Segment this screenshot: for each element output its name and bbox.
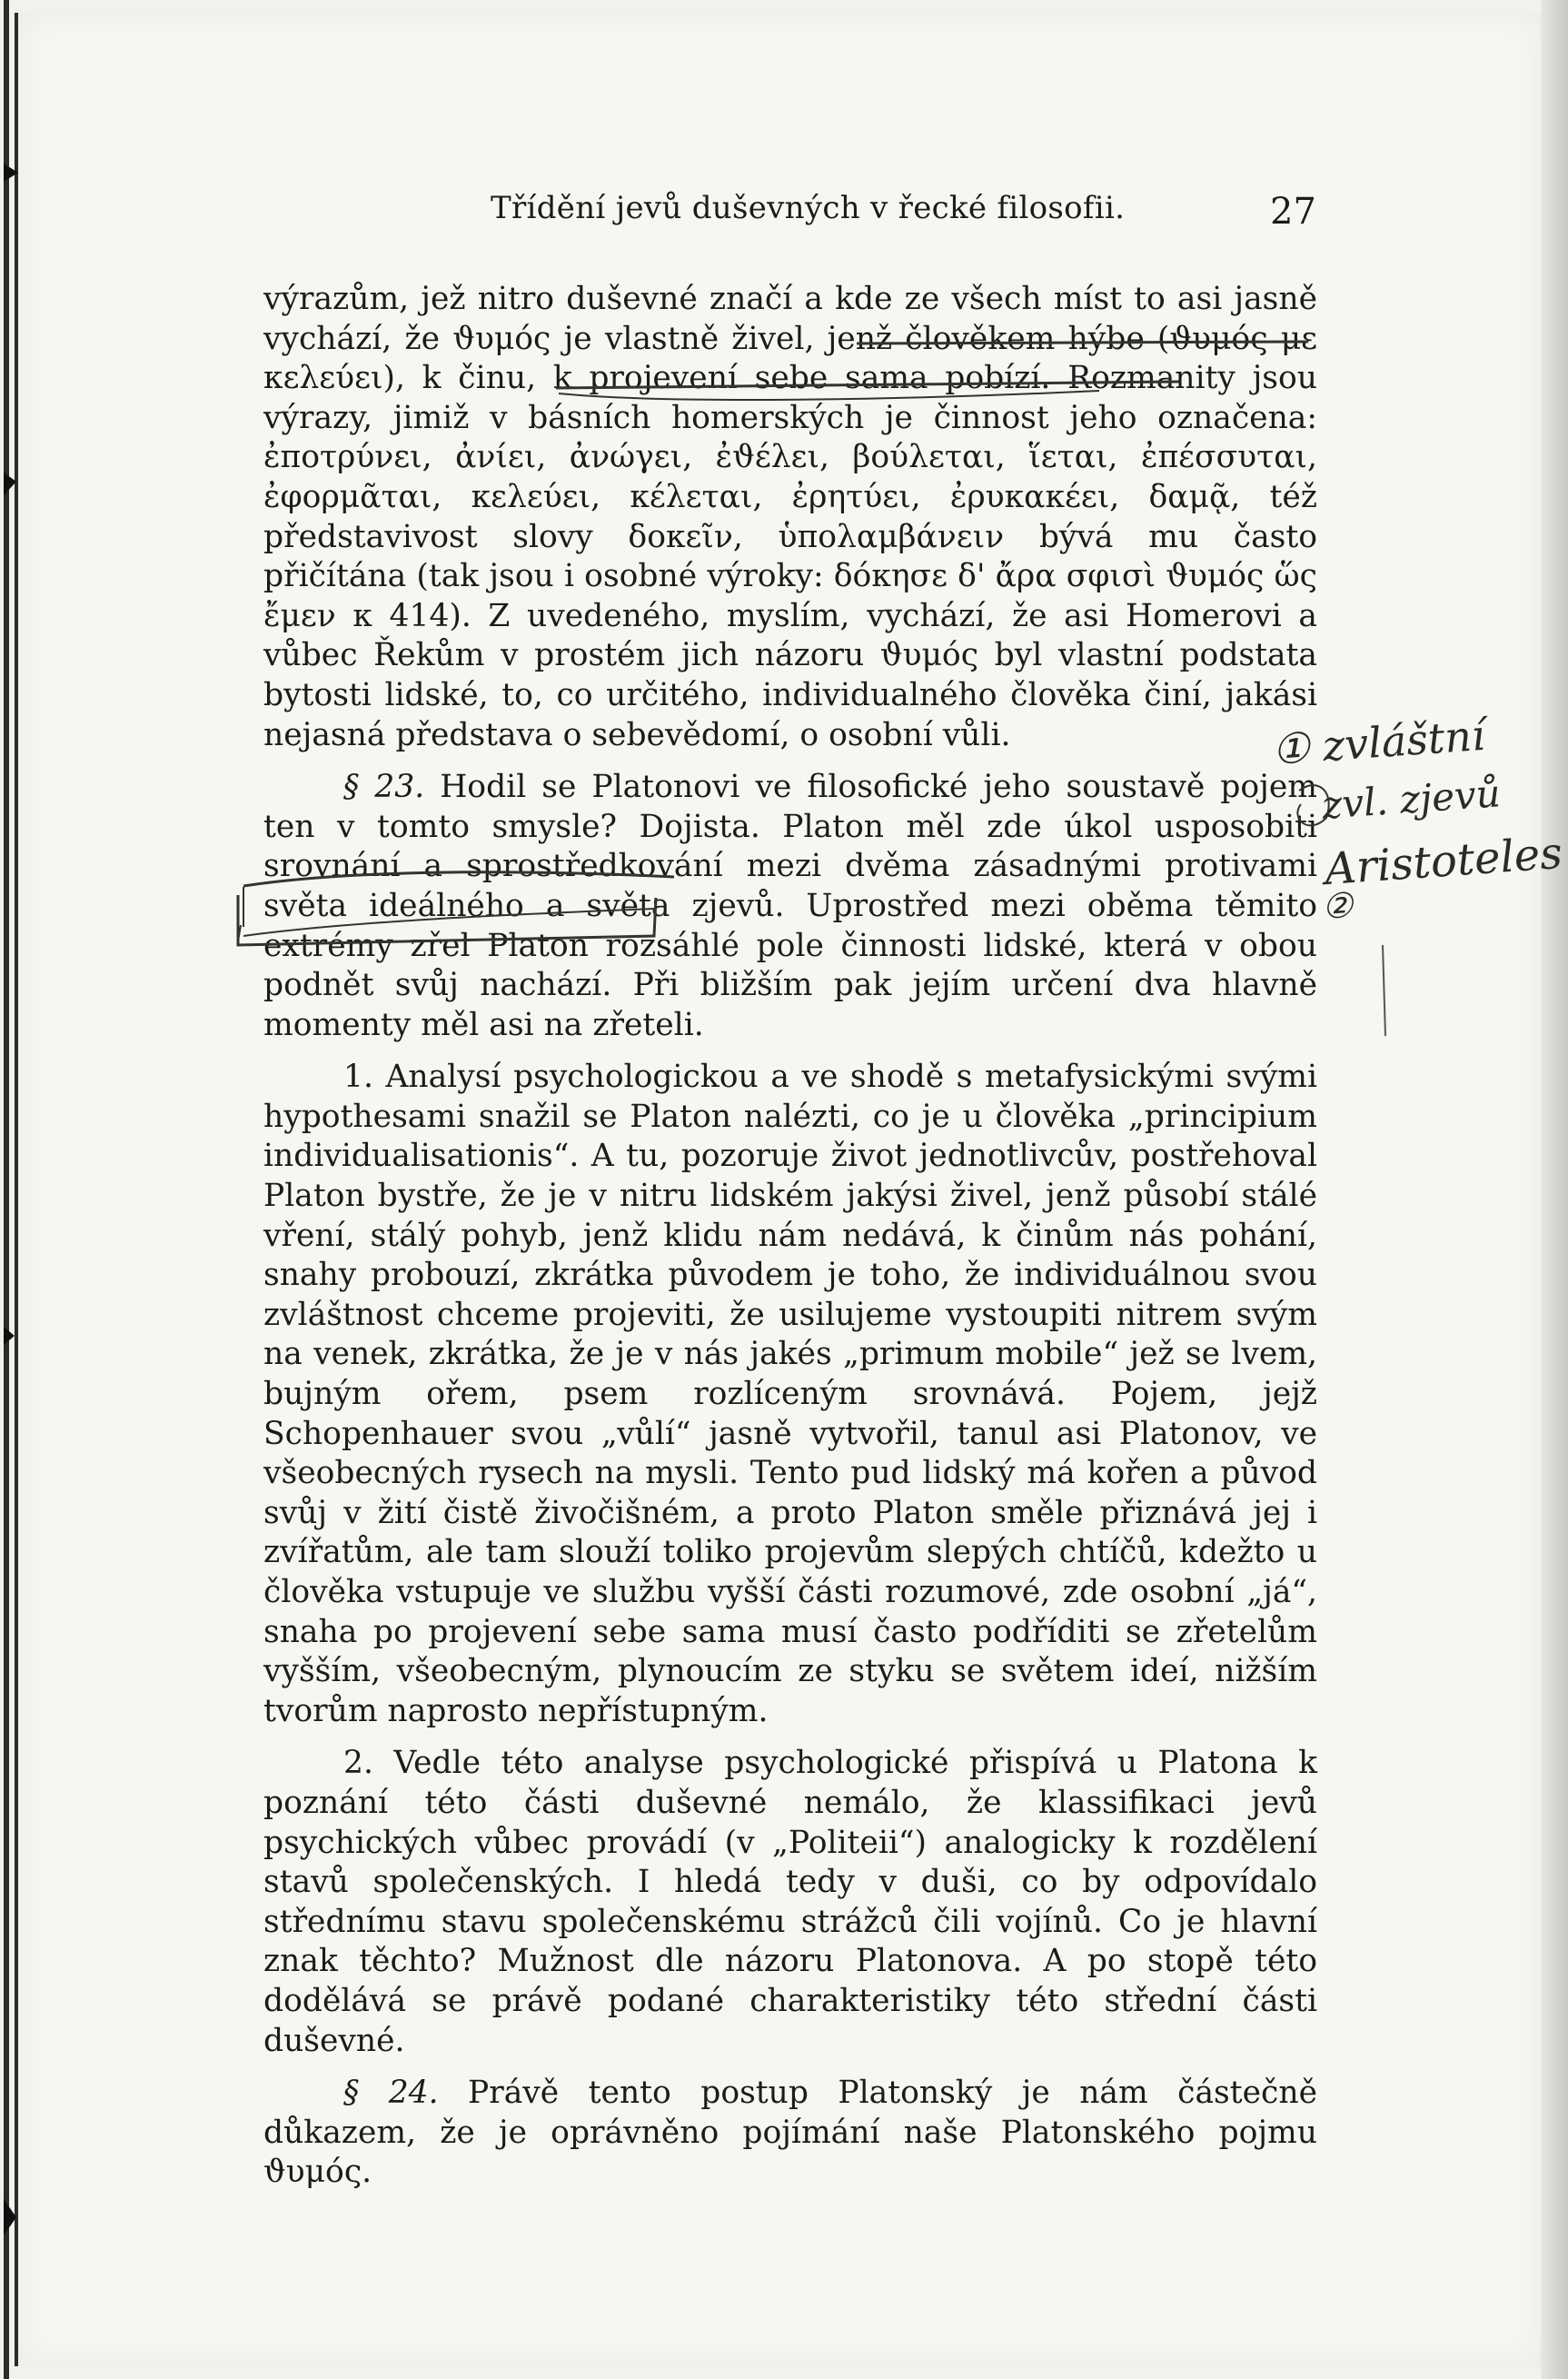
book-page [15, 13, 1543, 2366]
paragraph-section-23 [263, 768, 1317, 1045]
marginal-note: ② [1320, 884, 1355, 928]
section-number: § 24. [343, 2075, 439, 2112]
page-number: 27 [1270, 191, 1316, 233]
paragraph-section-24 [263, 2074, 1317, 2193]
text-column [263, 280, 1317, 2193]
paragraph-point-2 [263, 1744, 1317, 2061]
paragraph-text: Právě tento postup Platonský je nám částečně důkazem, že je oprávněno pojímání naše Platonského pojmu ϑυμός. [263, 2075, 1317, 2191]
running-title: Třídění jevů duševných v řecké filosofii. [491, 190, 1126, 226]
marginal-note: ① zvláštní [1270, 710, 1487, 775]
marginal-note: Aristoteles [1323, 827, 1564, 896]
page-edge-shadow [1541, 0, 1568, 2379]
binding-edge [0, 0, 27, 2379]
paragraph-text: 2. Vedle této analyse psychologické přispívá u Platona k poznání této části duševné nemálo, že klassifikaci jevů psychických vůbec provádí (v „Politeii“) analogicky k rozdělení stavů společenských. I hledá tedy v duši, co by odpovídalo střednímu stavu společenskému strážců čili vojínů. Co je hlavní znak těchto? Mužnost dle názoru Platonova. A po stopě této dodělává se právě podané charakteristiky této střední části duševné. [263, 1745, 1317, 2059]
section-number: § 23. [343, 769, 425, 806]
paragraph-point-1 [263, 1058, 1317, 1731]
paragraph-text: Hodil se Platonovi ve filosofické jeho soustavě pojem ten v tomto smysle? Dojista. Platon měl zde úkol usposobiti srovnání a sprostředkování mezi dvěma zásadnými protivami světa ideálného a světa zjevů. Uprostřed mezi oběma těmito extrémy zřel Platon rozsáhlé pole činnosti lidské, která v obou podnět svůj nachází. Při bližším pak jejím určení dva hlavně momenty měl asi na zřeteli. [263, 769, 1317, 1043]
paragraph-text: výrazům, jež nitro duševné značí a kde ze všech míst to asi jasně vychází, že ϑυμός je vlastně živel, jenž člověkem hýbe (ϑυμός με κελεύει), k činu, k projevení sebe sama pobízí. Rozmanity jsou výrazy, jimiž v básních homerských je činnost jeho označena: ἐποτρύνει, ἀνίει, ἀνώγει, ἐϑέλει, βούλεται, ἵεται, ἐπέσσυται, ἐφορμᾶται, κελεύει, κέλεται, ἐρητύει, ἐρυκακέει, δαμᾷ, též představivost slovy δοκεῖν, ὑπολαμβάνειν bývá mu často přičítána (tak jsou i osobné výroky: δόκησε δ' ἄρα σφισὶ ϑυμός ὥς ἔμεν κ 414). Z uvedeného, myslím, vychází, že asi Homerovi a vůbec Řekům v prostém jich názoru ϑυμός byl vlastní podstata bytosti lidské, to, co určitého, individualného člověka činí, jakási nejasná představa o sebevědomí, o osobní vůli. [263, 281, 1317, 753]
marginal-note: zvl. zjevů [1320, 771, 1503, 828]
paragraph-thymos-expressions [263, 280, 1317, 755]
paragraph-text: 1. Analysí psychologickou a ve shodě s metafysickými svými hypothesami snažil se Platon nalézti, co je u člověka „principium individualisationis“. A tu, pozoruje život jednotlivcův, postřehoval Platon bystře, že je v nitru lidském jakýsi živel, jenž působí stálé vření, stálý pohyb, jenž klidu nám nedává, k činům nás pohání, snahy probouzí, zkrátka původem je toho, že individuálnou svou zvláštnost chceme projeviti, že usilujeme vystoupiti nitrem svým na venek, zkrátka, že je v nás jakés „primum mobile“ jež se lvem, bujným ořem, psem rozlíceným srovnává. Pojem, jejž Schopenhauer svou „vůlí“ jasně vytvořil, tanul asi Platonov, ve všeobecných rysech na mysli. Tento pud lidský má kořen a původ svůj v žití čistě živočišném, a proto Platon směle přiznává jej i zvířatům, ale tam slouží toliko projevům slepých chtíčů, kdežto u člověka vstupuje ve službu vyšší části rozumové, zde osobní „já“, snaha po projevení sebe sama musí často podříditi se zřetelům vyšším, všeobecným, plynoucím ze styku se světem ideí, nižším tvorům naprosto nepřístupným. [263, 1059, 1317, 1729]
